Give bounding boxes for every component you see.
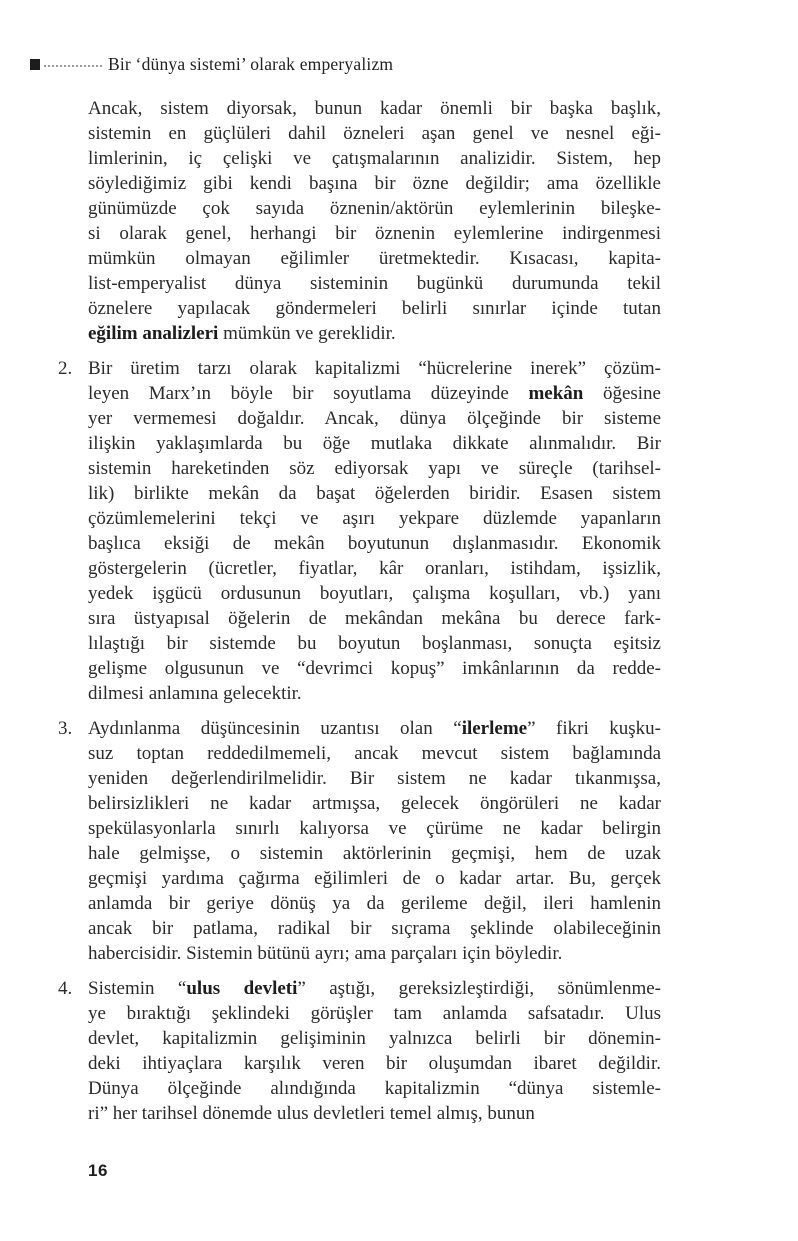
chapter-title: Bir ‘dünya sistemi’ olarak emperyalizm <box>108 53 394 74</box>
text-line: lılaştığı bir sistemde bu boyutun boşlanması, sonuçta eşitsiz <box>88 633 661 654</box>
text-block <box>58 96 662 1126</box>
text-line: si olarak genel, herhangi bir öznenin eylemlerine indirgenmesi <box>88 223 661 244</box>
list-number-4: 4. <box>58 978 73 999</box>
list-item-4 <box>58 976 662 1126</box>
text-line: göstergelerin (ücretler, fiyatlar, kâr oranları, istihdam, işsizlik, <box>88 558 661 579</box>
paragraph-text <box>88 96 661 346</box>
text-line: çözümlemelerini tekçi ve aşırı yekpare düzlemde yapanların <box>88 508 661 529</box>
text-line: deki ihtiyaçlara karşılık veren bir oluşumdan ibaret değildir. <box>88 1053 661 1074</box>
text-line: lik) birlikte mekân da başat öğelerden biridir. Esasen sistem <box>88 483 661 504</box>
text-line: devlet, kapitalizmin gelişiminin yalnızca belirli bir dönemin- <box>88 1028 661 1049</box>
text-line: başlıca eksiği de mekân boyutunun dışlanmasıdır. Ekonomik <box>88 533 661 554</box>
text-line: Bir üretim tarzı olarak kapitalizmi “hücrelerine inerek” çözüm- <box>88 358 661 379</box>
running-header <box>30 54 393 74</box>
text-line: sistemin en güçlüleri dahil özneleri aşan genel ve nesnel eği- <box>88 123 661 144</box>
text-line: Aydınlanma düşüncesinin uzantısı olan “ilerleme” fikri kuşku- <box>88 718 661 739</box>
list-item-2 <box>58 356 661 706</box>
text-line: yeniden değerlendirilmelidir. Bir sistem ne kadar tıkanmışsa, <box>88 768 661 789</box>
text-line: Sistemin “ulus devleti” aştığı, gereksizleştirdiği, sönümlenme- <box>88 978 662 999</box>
text-line: sistemin hareketinden söz ediyorsak yapı ve süreçle (tarihsel- <box>88 458 661 479</box>
text-line: mümkün olmayan eğilimler üretmektedir. Kısacası, kapita- <box>88 248 661 269</box>
text-line: Ancak, sistem diyorsak, bunun kadar önemli bir başka başlık, <box>88 98 661 119</box>
text-line: söylediğimiz gibi kendi başına bir özne değildir; ama özellikle <box>88 173 661 194</box>
text-line: leyen Marx’ın böyle bir soyutlama düzeyinde mekân öğesine <box>88 383 661 404</box>
text-line: limlerinin, iç çelişki ve çatışmalarının analizidir. Sistem, hep <box>88 148 661 169</box>
text-line: ancak bir patlama, radikal bir sıçrama şeklinde olabileceğinin <box>88 918 661 939</box>
header-square-icon <box>30 59 40 70</box>
page-number: 16 <box>88 1161 108 1180</box>
text-line: günümüzde çok sayıda öznenin/aktörün eylemlerinin bileşke- <box>88 198 661 219</box>
paragraph-text <box>88 976 661 1126</box>
text-line: list-emperyalist dünya sisteminin bugünkü durumunda tekil <box>88 273 661 294</box>
text-line: Dünya ölçeğinde alındığında kapitalizmin “dünya sistemle- <box>88 1078 661 1099</box>
text-line: anlamda bir geriye dönüş ya da gerileme değil, ileri hamlenin <box>88 893 661 914</box>
text-line: dilmesi anlamına gelecektir. <box>88 683 302 704</box>
text-line: belirsizlikleri ne kadar artmışsa, gelecek öngörüleri ne kadar <box>88 793 661 814</box>
paragraph-text <box>88 716 661 966</box>
header-dotted-line <box>44 64 102 67</box>
text-line: yedek işgücü ordusunun boyutları, çalışma koşulları, vb.) yanı <box>88 583 661 604</box>
text-line: spekülasyonlarla sınırlı kalıyorsa ve çürüme ne kadar belirgin <box>88 818 661 839</box>
text-line: geçmişi yardıma çağırma eğilimleri de o kadar artar. Bu, gerçek <box>88 868 661 889</box>
text-line: hale gelmişse, o sistemin aktörlerinin geçmişi, hem de uzak <box>88 843 661 864</box>
text-line: ye bıraktığı şeklindeki görüşler tam anlamda safsatadır. Ulus <box>88 1003 661 1024</box>
paragraph-text <box>88 356 661 706</box>
text-line: yer vermemesi doğaldır. Ancak, dünya ölçeğinde bir sisteme <box>88 408 661 429</box>
list-number-2: 2. <box>58 358 73 379</box>
list-number-3: 3. <box>58 718 73 739</box>
text-line: gelişme olgusunun ve “devrimci kopuş” imkânlarının da redde- <box>88 658 661 679</box>
text-line: suz toptan reddedilmemeli, ancak mevcut sistem bağlamında <box>88 743 661 764</box>
text-line: öznelere yapılacak göndermeleri belirli sınırlar içinde tutan <box>88 298 661 319</box>
paragraph-continuation <box>88 96 661 346</box>
text-line: habercisidir. Sistemin bütünü ayrı; ama parçaları için böyledir. <box>88 943 563 964</box>
text-line: eğilim analizleri mümkün ve gereklidir. <box>88 323 396 344</box>
text-line: ilişkin yaklaşımlarda bu öğe mutlaka dikkate alınmalıdır. Bir <box>88 433 661 454</box>
text-line: ri” her tarihsel dönemde ulus devletleri temel almış, bunun <box>88 1103 535 1124</box>
list-item-3 <box>58 716 661 966</box>
text-line: sıra üstyapısal öğelerin de mekândan mekâna bu derece fark- <box>88 608 661 629</box>
